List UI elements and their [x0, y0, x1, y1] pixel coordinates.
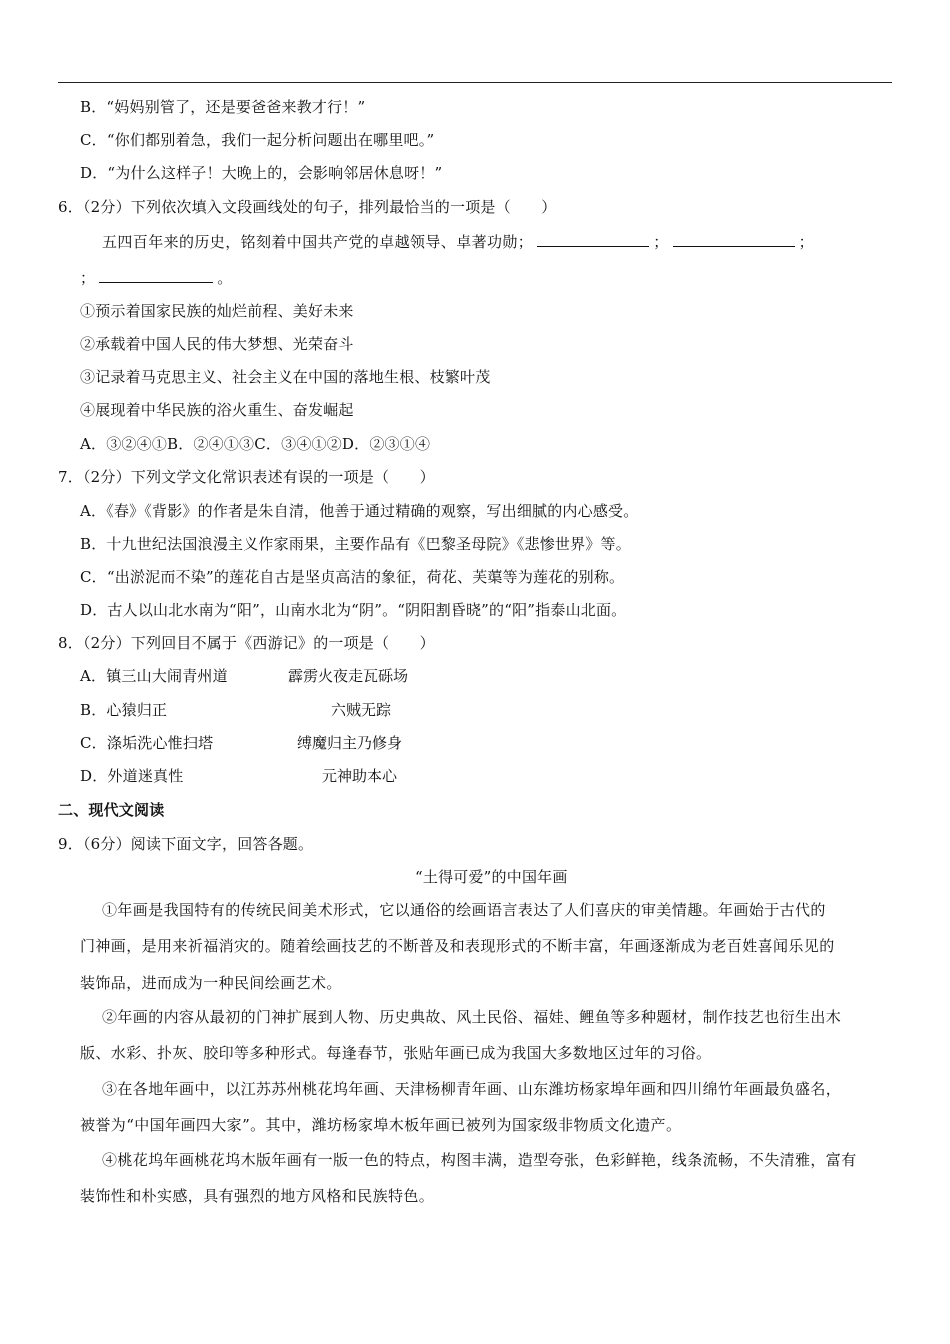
q8-option-a-left: A．镇三山大闹青州道 — [80, 667, 228, 685]
q6-line2-end: 。 — [217, 269, 233, 287]
article-para-3-line-2: 被誉为“中国年画四大家”。其中，潍坊杨家埠木板年画已被列为国家级非物质文化遗产。 — [80, 1116, 682, 1134]
q5-option-b: B．“妈妈别管了，还是要爸爸来教才行！” — [80, 98, 366, 116]
q8-option-d-right: 元神助本心 — [322, 767, 398, 785]
article-para-4-line-1: ④桃花坞年画桃花坞木版年画有一版一色的特点，构图丰满，造型夸张，色彩鲜艳，线条流畅，不失清雅，富有 — [102, 1151, 857, 1169]
section-heading: 二、现代文阅读 — [58, 801, 165, 819]
q7-option-a: A．《春》《背影》的作者是朱自清，他善于通过精确的观察，写出细腻的内心感受。 — [80, 502, 639, 520]
q6-item-1: ①预示着国家民族的灿烂前程、美好未来 — [80, 302, 354, 320]
q6-item-3: ③记录着马克思主义、社会主义在中国的落地生根、枝繁叶茂 — [80, 368, 491, 386]
q7-stem: 7．（2分）下列文学文化常识表述有误的一项是（ ） — [58, 468, 435, 486]
q6-choices: A．③②④①B．②④①③C．③④①②D．②③①④ — [80, 435, 431, 453]
q6-blank-3 — [99, 268, 213, 283]
article-para-1-line-3: 装饰品，进而成为一种民间绘画艺术。 — [80, 974, 342, 992]
q6-item-2: ②承载着中国人民的伟大梦想、光荣奋斗 — [80, 335, 354, 353]
article-para-2-line-2: 版、水彩、扑灰、胶印等多种形式。每逢春节，张贴年画已成为我国大多数地区过年的习俗。 — [80, 1044, 712, 1062]
article-para-3-line-1: ③在各地年画中，以江苏苏州桃花坞年画、天津杨柳青年画、山东潍坊杨家埠年画和四川绵竹年画最负盛名， — [102, 1080, 842, 1098]
header-rule — [58, 82, 892, 83]
q6-item-4: ④展现着中华民族的浴火重生、奋发崛起 — [80, 401, 354, 419]
q6-blank-2 — [673, 232, 795, 247]
q6-sep-2: ； — [798, 233, 815, 251]
q8-option-a-right: 霹雳火夜走瓦砾场 — [288, 667, 409, 685]
q6-line2-start: ； — [80, 269, 96, 287]
q8-option-c-right: 缚魔归主乃修身 — [297, 734, 403, 752]
q8-option-c-left: C．涤垢洗心惟扫塔 — [80, 734, 214, 752]
q7-option-b: B．十九世纪法国浪漫主义作家雨果，主要作品有《巴黎圣母院》《悲惨世界》等。 — [80, 535, 631, 553]
q8-stem: 8．（2分）下列回目不属于《西游记》的一项是（ ） — [58, 634, 435, 652]
q6-sep-1: ； — [653, 233, 669, 251]
q5-option-c: C．“你们都别着急，我们一起分析问题出在哪里吧。” — [80, 131, 435, 149]
q8-option-b-left: B．心猿归正 — [80, 701, 168, 719]
article-para-2-line-1: ②年画的内容从最初的门神扩展到人物、历史典故、风土民俗、福娃、鲤鱼等多种题材，制作技艺也衍生出木 — [102, 1008, 842, 1026]
q5-option-d: D．“为什么这样子！大晚上的，会影响邻居休息呀！” — [80, 164, 443, 182]
q6-passage-text: 五四百年来的历史，铭刻着中国共产党的卓越领导、卓著功勋； — [102, 233, 534, 251]
q8-option-b-right: 六贼无踪 — [331, 701, 392, 719]
article-para-1-line-2: 门神画，是用来祈福消灾的。随着绘画技艺的不断普及和表现形式的不断丰富，年画逐渐成为老百姓喜闻乐见的 — [80, 937, 835, 955]
q7-option-c: C．“出淤泥而不染”的莲花自古是坚贞高洁的象征，荷花、芙蕖等为莲花的别称。 — [80, 568, 625, 586]
q6-passage-line2 — [80, 268, 232, 288]
article-para-4-line-2: 装饰性和朴实感，具有强烈的地方风格和民族特色。 — [80, 1187, 435, 1205]
article-title: “土得可爱”的中国年画 — [415, 868, 568, 886]
q9-stem: 9．（6分）阅读下面文字，回答各题。 — [58, 835, 314, 853]
article-para-1-line-1: ①年画是我国特有的传统民间美术形式，它以通俗的绘画语言表达了人们喜庆的审美情趣。年画始于古代的 — [102, 901, 826, 919]
q7-option-d: D．古人以山北水南为“阳”，山南水北为“阴”。“阴阳割昏晓”的“阳”指泰山北面。 — [80, 601, 627, 619]
q8-option-d-left: D．外道迷真性 — [80, 767, 184, 785]
q6-blank-1 — [537, 232, 649, 247]
q6-passage — [102, 232, 814, 252]
q6-stem: 6．（2分）下列依次填入文段画线处的句子，排列最恰当的一项是（ ） — [58, 198, 557, 216]
